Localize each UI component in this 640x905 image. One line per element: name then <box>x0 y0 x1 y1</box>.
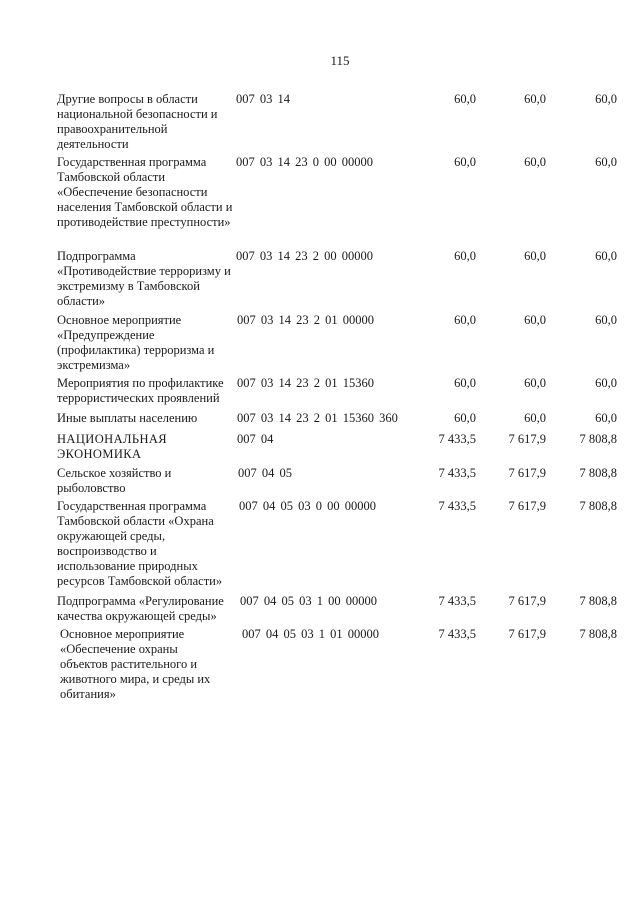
value-year-3: 7 808,8 <box>579 432 617 446</box>
value-year-1: 60,0 <box>454 92 476 106</box>
value-year-2: 60,0 <box>524 92 546 106</box>
value-year-2: 60,0 <box>524 411 546 425</box>
row-name: Подпрограмма «Противодействие терроризму и экстремизму в Тамбовской области» <box>57 249 231 308</box>
value-year-3: 60,0 <box>595 376 617 390</box>
value-year-3: 60,0 <box>595 313 617 327</box>
row-name: Сельское хозяйство и рыболовство <box>57 466 172 495</box>
row-codes: 007 04 05 <box>238 466 292 480</box>
value-year-3: 60,0 <box>595 411 617 425</box>
value-year-3: 7 808,8 <box>579 627 617 641</box>
row-codes: 007 04 <box>237 432 274 446</box>
row-codes: 007 04 05 03 0 00 00000 <box>239 499 376 513</box>
row-codes: 007 03 14 23 2 01 15360 <box>237 376 374 390</box>
row-codes: 007 03 14 23 2 00 00000 <box>236 249 373 263</box>
value-year-1: 60,0 <box>454 155 476 169</box>
value-year-3: 60,0 <box>595 249 617 263</box>
row-name: Основное мероприятие «Предупреждение (профилактика) терроризма и экстремизма» <box>57 313 215 372</box>
value-year-2: 7 617,9 <box>508 594 546 608</box>
value-year-2: 60,0 <box>524 249 546 263</box>
value-year-1: 7 433,5 <box>438 432 476 446</box>
row-name: Основное мероприятие «Обеспечение охраны объектов растительного и животного мира, и среды их обитания» <box>60 627 211 701</box>
row-name: Мероприятия по профилактике террористических проявлений <box>57 376 224 405</box>
value-year-3: 7 808,8 <box>579 499 617 513</box>
value-year-3: 7 808,8 <box>579 466 617 480</box>
value-year-3: 60,0 <box>595 92 617 106</box>
row-codes: 007 04 05 03 1 00 00000 <box>240 594 377 608</box>
value-year-1: 60,0 <box>454 411 476 425</box>
value-year-1: 7 433,5 <box>438 594 476 608</box>
row-name: Государственная программа Тамбовской области «Охрана окружающей среды, воспроизводство и использование природных ресурсов Тамбовской области» <box>57 499 223 588</box>
value-year-2: 60,0 <box>524 155 546 169</box>
value-year-2: 7 617,9 <box>508 499 546 513</box>
row-codes: 007 03 14 23 0 00 00000 <box>236 155 373 169</box>
page-number: 115 <box>330 53 350 68</box>
row-name: Другие вопросы в области национальной безопасности и правоохранительной деятельности <box>57 92 218 151</box>
value-year-1: 60,0 <box>454 249 476 263</box>
row-name: НАЦИОНАЛЬНАЯ ЭКОНОМИКА <box>57 432 168 461</box>
value-year-2: 7 617,9 <box>508 627 546 641</box>
row-codes: 007 03 14 <box>236 92 290 106</box>
row-name: Иные выплаты населению <box>57 411 198 425</box>
value-year-1: 7 433,5 <box>438 466 476 480</box>
row-name: Государственная программа Тамбовской области «Обеспечение безопасности населения Тамбовской области и противодействие преступности» <box>57 155 233 229</box>
value-year-1: 60,0 <box>454 313 476 327</box>
row-codes: 007 03 14 23 2 01 00000 <box>237 313 374 327</box>
row-name: Подпрограмма «Регулирование качества окружающей среды» <box>57 594 224 623</box>
value-year-3: 7 808,8 <box>579 594 617 608</box>
value-year-2: 7 617,9 <box>508 432 546 446</box>
row-codes: 007 04 05 03 1 01 00000 <box>242 627 379 641</box>
value-year-3: 60,0 <box>595 155 617 169</box>
value-year-2: 60,0 <box>524 313 546 327</box>
value-year-2: 60,0 <box>524 376 546 390</box>
value-year-2: 7 617,9 <box>508 466 546 480</box>
row-codes: 007 03 14 23 2 01 15360 360 <box>237 411 398 425</box>
value-year-1: 7 433,5 <box>438 499 476 513</box>
value-year-1: 60,0 <box>454 376 476 390</box>
value-year-1: 7 433,5 <box>438 627 476 641</box>
